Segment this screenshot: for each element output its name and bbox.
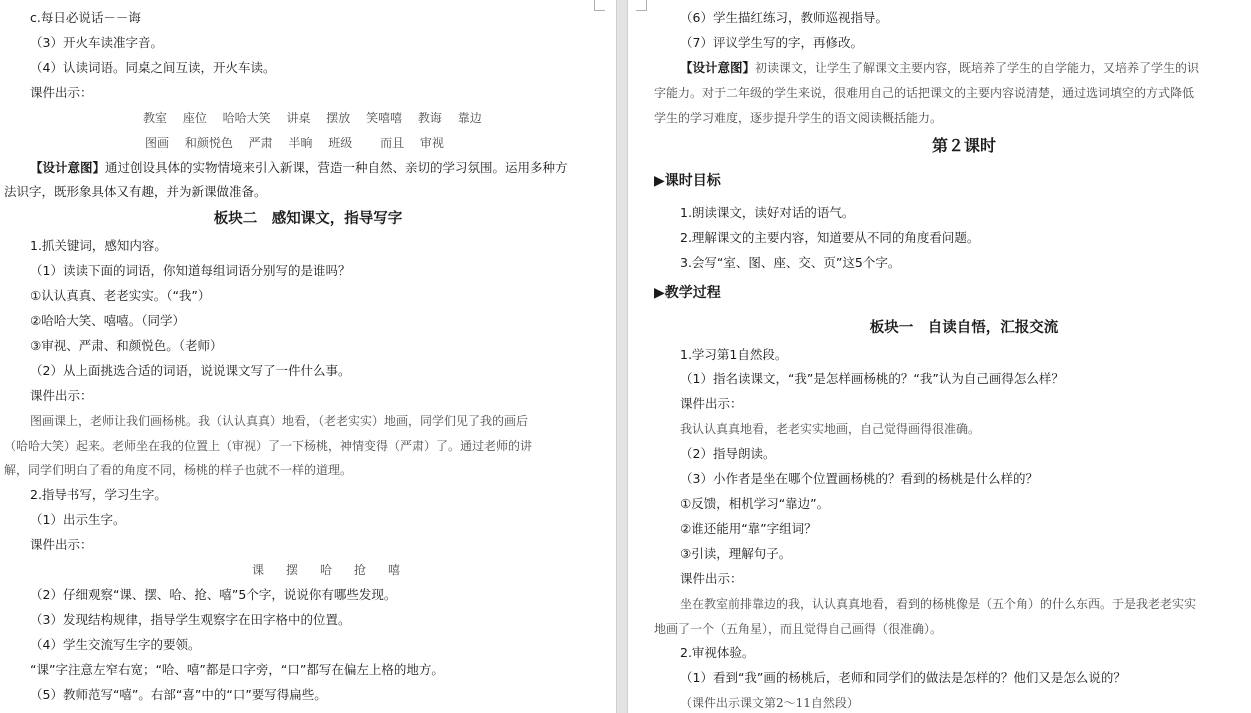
text-line: 1.学习第1自然段。	[680, 347, 788, 362]
text-line: ③引读，理解句子。	[680, 546, 792, 561]
text-line: （2）仔细观察“课、摆、哈、抢、嘻”5个字，说说你有哪些发现。	[30, 587, 397, 602]
text-line: 课件出示：	[30, 388, 93, 403]
text-line: ②谁还能用“靠”字组词？	[680, 521, 817, 536]
vocab-line: 图画 和颜悦色 严肃 半晌 班级 而且 审视	[145, 136, 444, 150]
text-line: （3）开火车读准字音。	[30, 35, 163, 50]
design-intent-tag: 【设计意图】	[30, 160, 106, 175]
right-page	[628, 0, 1251, 713]
text-line: 2.审视体验。	[680, 645, 755, 660]
text-line: （6）学生描红练习，教师巡视指导。	[680, 10, 888, 25]
design-intent-text: 通过创设具体的实物情境来引入新课，营造一种自然、亲切的学习氛围。运用多种方	[105, 160, 568, 175]
courseware-text: 坐在教室前排靠边的我，认认真真地看，看到的杨桃像是（五个角）的什么东西。于是我老老实实	[680, 597, 1197, 611]
text-line: “课”字注意左窄右宽；“哈、嘻”都是口字旁，“口”都写在偏左上格的地方。	[30, 662, 444, 677]
process-heading: ▶教学过程	[654, 285, 721, 301]
text-line: （1）看到“我”画的杨桃后，老师和同学们的做法是怎样的？他们又是怎么说的？	[680, 670, 1126, 685]
text-line: （4）认读词语。同桌之间互读，开火车读。	[30, 60, 276, 75]
text-line: 2.指导书写，学习生字。	[30, 487, 167, 502]
courseware-text: 解，同学们明白了看的角度不同，杨桃的样子也就不一样的道理。	[4, 463, 353, 477]
courseware-text: 我认认真真地看，老老实实地画，自己觉得画得很准确。	[680, 422, 981, 436]
text-line: ③审视、严肃、和颜悦色。（老师）	[30, 338, 223, 353]
design-intent-paragraph	[680, 60, 1199, 76]
text-line: （2）从上面挑选合适的词语，说说课文写了一件什么事。	[30, 363, 351, 378]
page-gutter	[616, 0, 628, 713]
text-line: （4）学生交流写生字的要领。	[30, 637, 201, 652]
design-intent-text: 学生的学习难度，逐步提升学生的语文阅读概括能力。	[654, 111, 943, 125]
character-list: 课 摆 哈 抢 嘻	[252, 563, 406, 577]
text-line: （7）评议学生写的字，再修改。	[680, 35, 863, 50]
text-line: ①认认真真、老老实实。（“我”）	[30, 288, 211, 303]
text-line: （3）小作者是坐在哪个位置画杨桃的？看到的杨桃是什么样的？	[680, 471, 1038, 486]
courseware-text: 图画课上，老师让我们画杨桃。我（认认真真）地看，（老老实实）地画，同学们见了我的画后	[30, 414, 529, 428]
text-line: c.每日必说话－－诲	[30, 10, 141, 25]
goal-item: 1.朗读课文，读好对话的语气。	[680, 205, 855, 220]
lesson-title: 第２课时	[931, 136, 996, 155]
text-line: （5）教师范写“嘻”。右部“喜”中的“口”要写得扁些。	[30, 687, 327, 702]
page-corner-mark	[594, 0, 605, 11]
text-line: 课件出示：	[680, 571, 743, 586]
text-line: 课件出示：	[30, 537, 93, 552]
text-line: （1）读读下面的词语，你知道每组词语分别写的是谁吗？	[30, 263, 351, 278]
courseware-text: 地画了一个（五角星），而且觉得自己画得（很准确）。	[654, 622, 943, 636]
text-line: 法识字，既形象具体又有趣，并为新课做准备。	[4, 184, 267, 199]
text-line: （2）指导朗读。	[680, 446, 776, 461]
design-intent-text: 初读课文，让学生了解课文主要内容，既培养了学生的自学能力，又培养了学生的识	[755, 61, 1200, 75]
design-intent-tag: 【设计意图】	[680, 60, 756, 75]
courseware-note: （课件出示课文第2～11自然段）	[680, 696, 859, 710]
goal-item: 3.会写“室、图、座、交、页”这5个字。	[680, 255, 901, 270]
page-corner-mark	[636, 0, 647, 11]
text-line: （3）发现结构规律，指导学生观察字在田字格中的位置。	[30, 612, 351, 627]
design-intent-text: 字能力。对于二年级的学生来说，很难用自己的话把课文的主要内容说清楚，通过选词填空的方式降低	[654, 86, 1195, 100]
courseware-text: （哈哈大笑）起来。老师坐在我的位置上（审视）了一下杨桃，神情变得（严肃）了。通过老师的讲	[4, 439, 533, 453]
text-line: （1）出示生字。	[30, 512, 126, 527]
text-line: ②哈哈大笑、嘻嘻。（同学）	[30, 313, 185, 328]
text-line: 课件出示：	[680, 396, 743, 411]
text-line: 课件出示：	[30, 85, 93, 100]
vocab-line: 教室 座位 哈哈大笑 讲桌 摆放 笑嘻嘻 教诲 靠边	[143, 111, 482, 125]
left-page	[0, 0, 616, 713]
design-intent-paragraph	[30, 160, 568, 176]
section-heading: 板块一 自读自悟，汇报交流	[869, 320, 1059, 336]
text-line: ①反馈，相机学习“靠边”。	[680, 496, 830, 511]
goals-heading: ▶课时目标	[654, 173, 721, 189]
text-line: 1.抓关键词，感知内容。	[30, 238, 167, 253]
section-heading: 板块二 感知课文，指导写字	[213, 211, 403, 227]
text-line: （1）指名读课文，“我”是怎样画杨桃的？“我”认为自己画得怎么样？	[680, 371, 1064, 386]
goal-item: 2.理解课文的主要内容，知道要从不同的角度看问题。	[680, 230, 980, 245]
